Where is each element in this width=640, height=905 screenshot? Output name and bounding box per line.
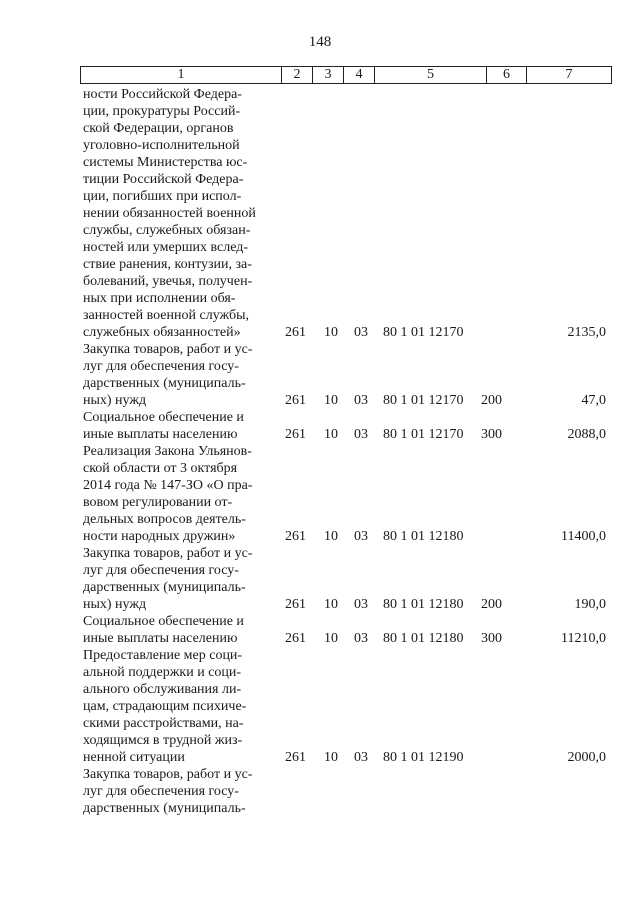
description-line: вовом регулировании от- bbox=[83, 495, 233, 510]
cell-c4: 03 bbox=[354, 325, 368, 340]
cell-c3: 10 bbox=[324, 325, 338, 340]
description-line: дельных вопросов деятель- bbox=[83, 512, 246, 527]
row-description bbox=[80, 613, 278, 647]
row-description bbox=[80, 766, 278, 817]
description-line: Социальное обеспечение и bbox=[83, 614, 244, 629]
description-line: ных) нужд bbox=[83, 393, 147, 408]
description-line: нении обязанностей военной bbox=[83, 206, 256, 221]
table-row bbox=[80, 766, 620, 817]
cell-c3: 10 bbox=[324, 393, 338, 408]
cell-c7: 11210,0 bbox=[561, 631, 606, 646]
cell-c6: 200 bbox=[481, 597, 502, 612]
cell-c2: 261 bbox=[285, 631, 306, 646]
description-line: иные выплаты населению bbox=[83, 427, 238, 442]
description-line: луг для обеспечения госу- bbox=[83, 784, 239, 799]
description-line: служебных обязанностей» bbox=[83, 325, 241, 340]
cell-c5: 80 1 01 12170 bbox=[383, 427, 464, 442]
description-line: уголовно-исполнительной bbox=[83, 138, 240, 153]
cell-c4: 03 bbox=[354, 393, 368, 408]
description-line: дарственных (муниципаль- bbox=[83, 580, 246, 595]
row-description bbox=[80, 647, 278, 766]
description-line: иные выплаты населению bbox=[83, 631, 238, 646]
description-line: дарственных (муниципаль- bbox=[83, 376, 246, 391]
cell-c7: 2135,0 bbox=[567, 325, 606, 340]
cell-c6: 300 bbox=[481, 631, 502, 646]
table-row bbox=[80, 443, 620, 545]
description-line: альной поддержки и соци- bbox=[83, 665, 242, 680]
cell-c2: 261 bbox=[285, 325, 306, 340]
cell-c7: 190,0 bbox=[574, 597, 606, 612]
header-col-2: 2 bbox=[281, 67, 312, 83]
cell-c5: 80 1 01 12180 bbox=[383, 529, 464, 544]
description-line: болеваний, увечья, получен- bbox=[83, 274, 253, 289]
description-line: Предоставление мер соци- bbox=[83, 648, 243, 663]
cell-c2: 261 bbox=[285, 597, 306, 612]
row-description bbox=[80, 545, 278, 613]
header-col-4: 4 bbox=[343, 67, 374, 83]
description-line: ции, прокуратуры Россий- bbox=[83, 104, 241, 119]
cell-c4: 03 bbox=[354, 427, 368, 442]
description-line: ности народных дружин» bbox=[83, 529, 236, 544]
cell-c7: 2000,0 bbox=[567, 750, 606, 765]
table-row bbox=[80, 409, 620, 443]
description-line: занностей военной службы, bbox=[83, 308, 250, 323]
table-body bbox=[80, 86, 620, 817]
cell-c6: 200 bbox=[481, 393, 502, 408]
table-row bbox=[80, 86, 620, 341]
cell-c2: 261 bbox=[285, 393, 306, 408]
header-col-3: 3 bbox=[312, 67, 343, 83]
description-line: дарственных (муниципаль- bbox=[83, 801, 246, 816]
cell-c3: 10 bbox=[324, 427, 338, 442]
cell-c3: 10 bbox=[324, 750, 338, 765]
cell-c3: 10 bbox=[324, 529, 338, 544]
header-col-6: 6 bbox=[486, 67, 526, 83]
header-col-5: 5 bbox=[374, 67, 486, 83]
cell-c2: 261 bbox=[285, 750, 306, 765]
cell-c4: 03 bbox=[354, 631, 368, 646]
description-line: ных) нужд bbox=[83, 597, 147, 612]
row-description bbox=[80, 443, 278, 545]
cell-c5: 80 1 01 12180 bbox=[383, 631, 464, 646]
cell-c3: 10 bbox=[324, 631, 338, 646]
description-line: ностей или умерших вслед- bbox=[83, 240, 249, 255]
description-line: скими расстройствами, на- bbox=[83, 716, 244, 731]
description-line: Социальное обеспечение и bbox=[83, 410, 244, 425]
description-line: 2014 года № 147-ЗО «О пра- bbox=[83, 478, 253, 493]
description-line: луг для обеспечения госу- bbox=[83, 563, 239, 578]
description-line: Реализация Закона Ульянов- bbox=[83, 444, 252, 459]
table-row bbox=[80, 613, 620, 647]
description-line: Закупка товаров, работ и ус- bbox=[83, 767, 253, 782]
cell-c4: 03 bbox=[354, 597, 368, 612]
cell-c7: 2088,0 bbox=[567, 427, 606, 442]
table-row bbox=[80, 647, 620, 766]
cell-c6: 300 bbox=[481, 427, 502, 442]
header-col-1: 1 bbox=[177, 67, 185, 82]
description-line: Закупка товаров, работ и ус- bbox=[83, 342, 253, 357]
description-line: ности Российской Федера- bbox=[83, 87, 242, 102]
cell-c7: 47,0 bbox=[581, 393, 606, 408]
description-line: системы Министерства юс- bbox=[83, 155, 248, 170]
cell-c2: 261 bbox=[285, 529, 306, 544]
description-line: тиции Российской Федера- bbox=[83, 172, 244, 187]
description-line: ции, погибших при испол- bbox=[83, 189, 242, 204]
table-header bbox=[80, 66, 612, 84]
description-line: ходящимся в трудной жиз- bbox=[83, 733, 243, 748]
description-line: луг для обеспечения госу- bbox=[83, 359, 239, 374]
description-line: цам, страдающим психиче- bbox=[83, 699, 247, 714]
description-line: ных при исполнении обя- bbox=[83, 291, 236, 306]
table-row bbox=[80, 545, 620, 613]
description-line: ской области от 3 октября bbox=[83, 461, 238, 476]
cell-c4: 03 bbox=[354, 750, 368, 765]
cell-c5: 80 1 01 12180 bbox=[383, 597, 464, 612]
cell-c7: 11400,0 bbox=[561, 529, 606, 544]
description-line: ствие ранения, контузии, за- bbox=[83, 257, 252, 272]
row-description bbox=[80, 341, 278, 409]
table-row bbox=[80, 341, 620, 409]
description-line: ской Федерации, органов bbox=[83, 121, 234, 136]
cell-c5: 80 1 01 12170 bbox=[383, 393, 464, 408]
cell-c3: 10 bbox=[324, 597, 338, 612]
cell-c4: 03 bbox=[354, 529, 368, 544]
description-line: службы, служебных обязан- bbox=[83, 223, 251, 238]
cell-c5: 80 1 01 12190 bbox=[383, 750, 464, 765]
description-line: ненной ситуации bbox=[83, 750, 185, 765]
row-description bbox=[80, 409, 278, 443]
row-description bbox=[80, 86, 278, 341]
page-number: 148 bbox=[308, 34, 332, 50]
description-line: Закупка товаров, работ и ус- bbox=[83, 546, 253, 561]
header-col-7: 7 bbox=[526, 67, 611, 83]
cell-c5: 80 1 01 12170 bbox=[383, 325, 464, 340]
cell-c2: 261 bbox=[285, 427, 306, 442]
description-line: ального обслуживания ли- bbox=[83, 682, 242, 697]
